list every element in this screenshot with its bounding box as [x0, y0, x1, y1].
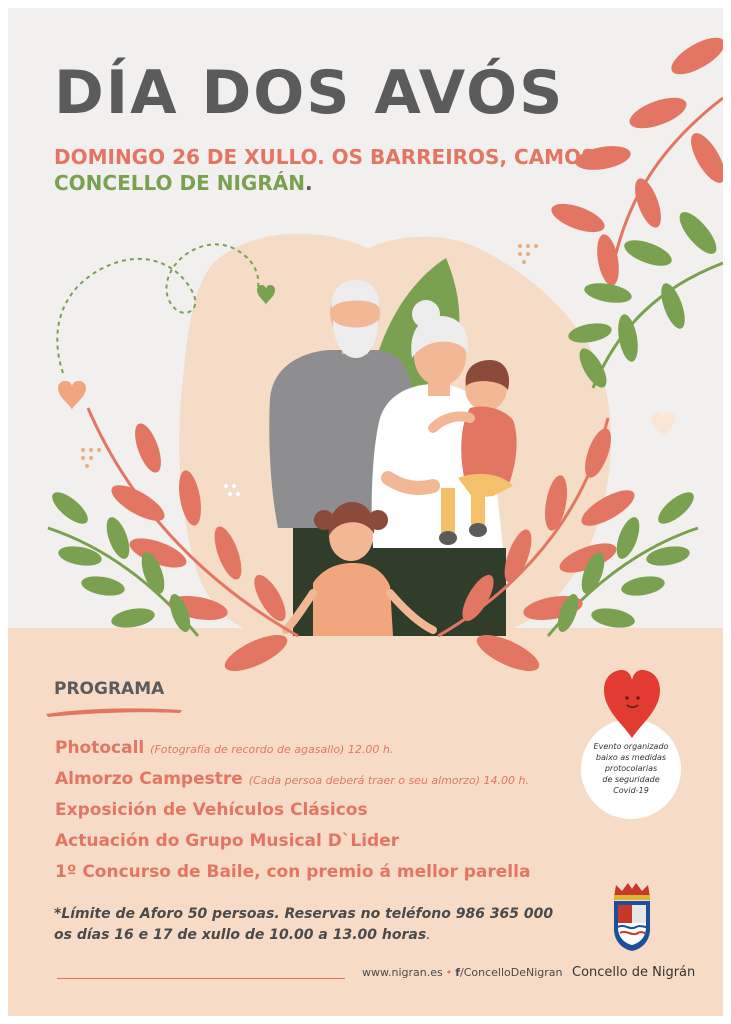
covid-badge-line: protocolarias — [604, 764, 658, 773]
program-item-title: 1º Concurso de Baile, con premio á mellor parella — [55, 862, 531, 882]
footer-divider — [57, 978, 345, 979]
programa-list — [55, 736, 530, 891]
program-item-note: (Fotografía de recordo de agasallo) 12.00 h. — [150, 743, 394, 756]
capacity-notice-hours: os días 16 e 17 de xullo de 10.00 a 13.00 horas — [54, 927, 427, 943]
program-item-exposicion — [55, 798, 530, 829]
programa-heading: PROGRAMA — [54, 679, 165, 699]
event-date-location: DOMINGO 26 DE XULLO. OS BARREIROS, CAMOS. — [54, 145, 604, 169]
heart-icon — [58, 381, 86, 410]
program-item-actuacion — [55, 829, 530, 860]
program-item-almorzo — [55, 767, 530, 798]
branch-green-right — [567, 207, 723, 392]
footer-organization: Concello de Nigrán — [572, 965, 696, 980]
covid-badge-line: baixo as medidas — [595, 753, 667, 762]
facebook-icon: f — [455, 966, 461, 979]
capacity-notice — [54, 904, 553, 946]
program-item-title: Exposición de Vehículos Clásicos — [55, 800, 368, 820]
footer-separator: • — [445, 966, 453, 979]
program-item-note: (Cada persoa deberá traer o seu almorzo) 14.00 h. — [248, 774, 529, 787]
organizer-dot: . — [304, 171, 313, 195]
website-link[interactable]: www.nigran.es — [362, 966, 443, 979]
covid-badge-line: Covid-19 — [613, 786, 649, 795]
heading-brush-underline — [44, 704, 184, 718]
program-item-photocall — [55, 736, 530, 767]
program-item-title: Photocall — [55, 738, 145, 758]
heart-icon — [651, 412, 675, 438]
capacity-notice-line1: *Límite de Aforo 50 persoas. Reservas no teléfono 986 365 000 — [54, 906, 554, 922]
page-title: DÍA DOS AVÓS — [54, 58, 565, 128]
footer-links — [362, 966, 563, 979]
covid-badge-line: de seguridade — [602, 775, 660, 784]
capacity-notice-line2 — [54, 925, 553, 946]
capacity-notice-period: . — [426, 927, 431, 943]
organizer-name: CONCELLO DE NIGRÁN — [54, 171, 305, 195]
covid-badge-line: Evento organizado — [593, 742, 669, 751]
heart-mascot-icon — [600, 668, 664, 740]
program-item-title: Almorzo Campestre — [55, 769, 243, 789]
coat-of-arms-icon — [608, 881, 656, 953]
poster — [8, 8, 723, 1016]
program-item-concurso — [55, 860, 530, 891]
program-item-title: Actuación do Grupo Musical D`Lider — [55, 831, 400, 851]
organizer-line — [54, 171, 313, 195]
facebook-link[interactable]: /ConcelloDeNigran — [460, 966, 563, 979]
covid-badge-text — [581, 741, 681, 796]
